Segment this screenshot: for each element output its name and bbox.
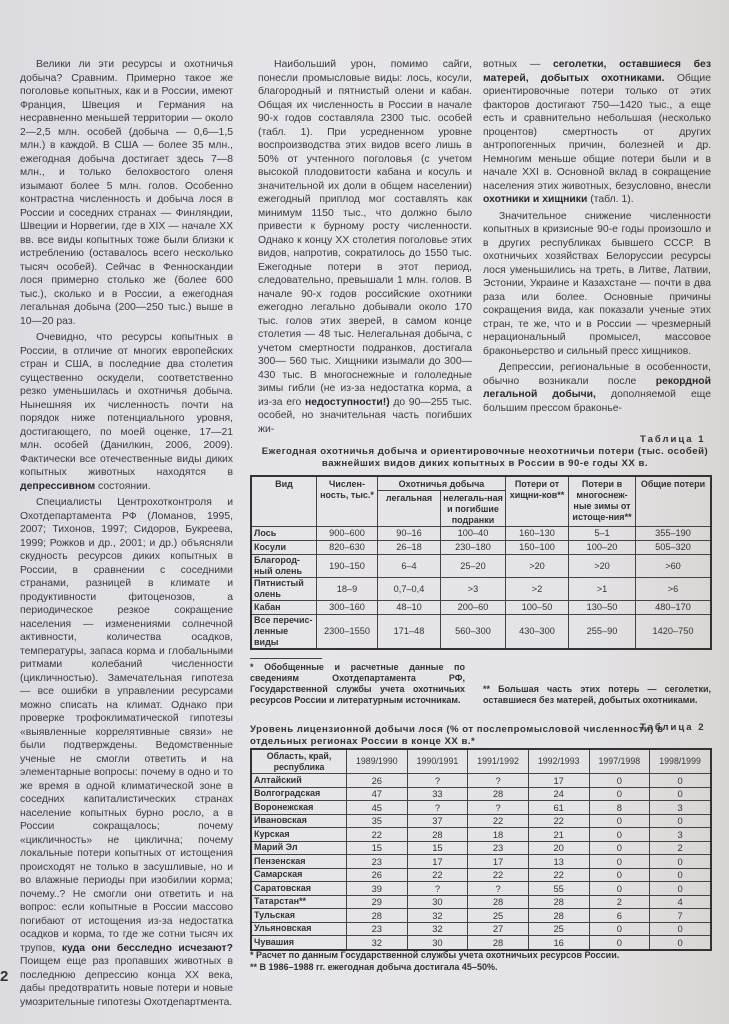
- table2-value-cell: 28: [528, 895, 589, 909]
- table2-value-cell: 0: [589, 787, 650, 801]
- table2-value-cell: 37: [407, 814, 468, 828]
- paragraph-text: (табл. 1).: [590, 194, 634, 205]
- table1-cell-population: 300–160: [317, 601, 378, 615]
- table1-header-winters: Потери в многоснеж-ные зимы от истоще-ния**: [569, 476, 636, 527]
- table2-value-cell: 0: [589, 868, 650, 882]
- table2-value-cell: 47: [347, 787, 408, 801]
- table1-cell-name: Косули: [251, 541, 317, 555]
- table2-value-cell: 30: [407, 936, 468, 950]
- table1-cell-illegal: 200–60: [441, 601, 506, 615]
- table2-value-cell: ?: [407, 801, 468, 815]
- table2-region-cell: Ульяновская: [251, 922, 347, 936]
- table2-header: 1989/1990: [347, 749, 408, 774]
- table2-footnote-1: * Расчет по данным Государственной службы учета охотничьих ресурсов России.: [250, 950, 620, 960]
- table-row: [251, 841, 711, 855]
- table1-cell-legal: 171–48: [378, 615, 441, 650]
- table2-value-cell: ?: [468, 882, 529, 896]
- table1-header-predators: Потери от хищни-ков**: [506, 476, 569, 527]
- table2-value-cell: 32: [407, 922, 468, 936]
- table-row: [251, 787, 711, 801]
- table1-cell-population: 190–150: [317, 555, 378, 578]
- paragraph-text: Общие ориентировочные потери только от этих факторов достигают 750—1420 тыс., а еще есть и сравнительно небольшая (несколько процентов) смертность от других антропогенных причин, болезней и др. Немногим меньше общие потери были и в начале XXI в. Основной вклад в сокращение населения этих животных, безусловно, внесли: [483, 72, 712, 192]
- table2-value-cell: 15: [347, 841, 408, 855]
- table2-value-cell: 0: [589, 855, 650, 869]
- table2-value-cell: ?: [468, 774, 529, 788]
- table2-value-cell: 28: [347, 909, 408, 923]
- table2-value-cell: 0: [589, 814, 650, 828]
- table2-value-cell: 28: [528, 909, 589, 923]
- table1-cell-illegal: 560–300: [441, 615, 506, 650]
- table2-value-cell: 22: [468, 814, 529, 828]
- table2: [250, 748, 712, 951]
- table2-region-cell: Волгоградская: [251, 787, 347, 801]
- table2-value-cell: 0: [589, 828, 650, 842]
- table1-cell-winters: 100–20: [569, 541, 636, 555]
- table2-value-cell: 2: [650, 841, 711, 855]
- table-row: [251, 774, 711, 788]
- table2-value-cell: 45: [347, 801, 408, 815]
- table2-region-cell: Самарская: [251, 868, 347, 882]
- table1-footnote-2: ** Большая часть этих потерь — сеголетки, оставшиеся без матерей, добытых охотниками.: [483, 684, 711, 705]
- table2-value-cell: 0: [589, 882, 650, 896]
- table1-cell-total: >60: [636, 555, 712, 578]
- table2-value-cell: 0: [650, 882, 711, 896]
- table1-cell-legal: 48–10: [378, 601, 441, 615]
- table-row: [251, 828, 711, 842]
- table2-value-cell: 0: [650, 855, 711, 869]
- table2-header: 1991/1992: [468, 749, 529, 774]
- paragraph-text: Депрессии, региональные в особенности, обычно возникали после: [483, 362, 711, 387]
- table1-cell-winters: >20: [569, 555, 636, 578]
- table2-value-cell: 2: [589, 895, 650, 909]
- table1-cell-predators: 100–50: [506, 601, 569, 615]
- table2-value-cell: 17: [528, 774, 589, 788]
- table1-header-legal: легальная: [378, 491, 441, 527]
- table-row: [251, 909, 711, 923]
- paragraph: [258, 58, 472, 436]
- table1-cell-total: 1420–750: [636, 615, 712, 650]
- table2-value-cell: 32: [347, 936, 408, 950]
- table2-region-cell: Ивановская: [251, 814, 347, 828]
- table1-cell-illegal: 25–20: [441, 555, 506, 578]
- table2-header: Область, край, республика: [251, 749, 347, 774]
- table2-value-cell: 29: [347, 895, 408, 909]
- table-row: [251, 895, 711, 909]
- table2-value-cell: 3: [650, 828, 711, 842]
- paragraph-text: Поищем еще раз пропавших животных в последнюю депрессию конца XX века, дабы предотвратить новые потери и новые умозрительные гипотезы Охотдепартмента.: [20, 956, 233, 1008]
- table2-header: 1990/1991: [407, 749, 468, 774]
- table-row: [251, 814, 711, 828]
- table2-caption: Уровень лицензионной добычи лося (% от послепромысловой численности) в отдельных регионах России в конце XX в.*: [250, 724, 664, 747]
- paragraph: [20, 496, 233, 1009]
- table1-cell-population: 2300–1550: [317, 615, 378, 650]
- paragraph-text: вотных —: [483, 59, 541, 70]
- table2-value-cell: 0: [650, 787, 711, 801]
- table1-cell-predators: >2: [506, 578, 569, 601]
- table2-value-cell: 0: [589, 922, 650, 936]
- table1-cell-winters: 130–50: [569, 601, 636, 615]
- table2-value-cell: 28: [468, 895, 529, 909]
- table1-cell-legal: 0,7–0,4: [378, 578, 441, 601]
- table1-label: Таблица 1: [640, 434, 706, 445]
- paragraph-text: состоянии.: [98, 480, 151, 492]
- table2-value-cell: 13: [528, 855, 589, 869]
- table-row: [251, 855, 711, 869]
- table2-value-cell: 35: [347, 814, 408, 828]
- paragraph-text: до 90—255 тыс. особей, но значительная часть погибших жи-: [258, 396, 473, 435]
- table2-region-cell: Марий Эл: [251, 841, 347, 855]
- paragraph-text: Специалисты Центрохотконтроля и Охотдепартамента РФ (Ломанов, 1995, 2007; Тихонов, 1997; Сидоров, Букреева, 1999; Рожков и др., 2001; и др.) объясняли скудность ресурсов диких копытных в России, в сравнении с соседними странами, разницей в климате и продуктивности фитоценозов, а периодическое резкое сокращение населения — изменениями солнечной активности, количества осадков, температуры, запаса корма и глобальными ритмами колебаний численности (цикличностью). Замечательная гипотеза — все ошибки в управлении ресурсами можно списать на климат. Однако при проверке трофоклиматической гипотезы «выявленные коррелятивные связи» не были подтверждены. Ведомственные ученые не смогли ответить и на элементарные вопросы: почему в одно и то же время в одной климатической зоне в соседних капиталистических странах население копытных бурно росло, а в России сокращалось; почему «цикличность» не циклична; почему локальные потери копытных от истощения происходят не только в засушливые, но и во влажные периоды при изобилии корма; почему..? Не смогли они ответить и на вопрос: если копытные в России массово погибают от истощения из-за недостатка осадков и корма, то где же сотни тысяч их трупов,: [20, 497, 233, 954]
- table-row: [251, 541, 711, 555]
- bold-emphasis: рекордной легальной добычи,: [483, 375, 711, 400]
- table1-header-total: Общие потери: [636, 476, 712, 527]
- table2-value-cell: 0: [650, 774, 711, 788]
- table2-region-cell: Саратовская: [251, 882, 347, 896]
- text-column-1: [20, 58, 233, 1009]
- table1-cell-winters: 255–90: [569, 615, 636, 650]
- table2-value-cell: 0: [650, 868, 711, 882]
- table-row: [251, 601, 711, 615]
- footnote-divider: [250, 658, 322, 659]
- table1-cell-total: 480–170: [636, 601, 712, 615]
- table2-value-cell: 16: [528, 936, 589, 950]
- table2-value-cell: 25: [528, 922, 589, 936]
- bold-emphasis: недоступности!): [304, 396, 390, 408]
- table2-region-cell: Татарстан**: [251, 895, 347, 909]
- table1-cell-illegal: 230–180: [441, 541, 506, 555]
- table2-value-cell: 28: [468, 936, 529, 950]
- table2-region-cell: Алтайский: [251, 774, 347, 788]
- text-column-3: [483, 58, 711, 415]
- table2-value-cell: 0: [589, 936, 650, 950]
- table2-value-cell: 20: [528, 841, 589, 855]
- table1-cell-winters: >1: [569, 578, 636, 601]
- table1-header-species: Вид: [251, 476, 317, 527]
- table2-value-cell: 21: [528, 828, 589, 842]
- bold-emphasis: куда они бесследно исчезают?: [61, 942, 233, 954]
- table1-footnote-1: * Обобщенные и расчетные данные по сведениям Охотдепартамента РФ, Государственной службы учета охотничьих ресурсов России и литературным источникам.: [250, 662, 465, 705]
- table2-footnote-2: ** В 1986–1988 гг. ежегодная добыча достигала 45–50%.: [250, 962, 498, 972]
- table1-header-illegal: нелегаль-ная и погибшие подранки: [441, 491, 506, 527]
- paragraph-text: Наибольший урон, помимо сайги, понесли промысловые виды: лось, косули, благородный и пятнистый олени и кабан. Общая их численность в России в начале 90-х годов составляла 2300 тыс. особей (табл. 1). При усредненном уровне воспроизводства этих видов всего лишь в 50% от учтенного поголовья (с учетом высокой плодовитости кабана и косуль и значительной их доли в общем населении) ежегодный приплод мог составлять как минимум 1150 тыс., что должно было привести к бурному росту численности. Однако к концу XX столетия поголовье этих видов, напротив, сократилось до 1550 тыс. Ежегодные потери в этот период, следовательно, превышали 1 млн. голов. В начале 90-х годов российские охотники ежегодно легально добывали около 170 тыс. голов этих зверей, в самом конце столетия — 48 тыс. Нелегальная добыча, с учетом смертности подранков, достигала 300— 560 тыс. Хищники изымали до 300—430 тыс. В многоснежные и гололедные зимы гибли (не из-за недостатка корма, а из-за его: [258, 59, 472, 408]
- paragraph: Значительное снижение численности копытных в кризисные 90-е годы произошло и в других республиках бывшего СССР. В охотничьих хозяйствах Белоруссии ресурсы лося уменьшились на треть, в Литве, Латвии, Эстонии, Украине и Казахстане — почти в два раза или более. Основные причины сокращения вида, как показали ученые этих стран, те же, что и в России — чрезмерный нерациональный промысел, массовое браконьерство и сильный пресс хищников.: [483, 210, 711, 357]
- text-column-2: [258, 58, 472, 436]
- table1-cell-population: 900–600: [317, 527, 378, 541]
- table2-value-cell: 28: [468, 787, 529, 801]
- paragraph-text: Очевидно, что ресурсы копытных в России, в отличие от многих европейских стран и США, в последние два столетия существенно оскудели, соответственно резко уменьшилась и охотничья добыча. Нынешняя их численность почти на порядок ниже потенциального уровня, достигающего, по моей оценке, 17—21 млн. особей (Данилкин, 2006, 2009). Фактически все отечественные виды диких копытных животных находятся в: [20, 332, 233, 478]
- table1-header-population: Числен-ность, тыс.*: [317, 476, 378, 527]
- bold-emphasis: депрессивном: [20, 480, 96, 492]
- table2-region-cell: Тульская: [251, 909, 347, 923]
- table2-value-cell: 30: [407, 895, 468, 909]
- table2-region-cell: Чувашия: [251, 936, 347, 950]
- table-row: [251, 578, 711, 601]
- table1-cell-total: 505–320: [636, 541, 712, 555]
- table1-cell-legal: 26–18: [378, 541, 441, 555]
- table2-header: 1998/1999: [650, 749, 711, 774]
- table1-cell-predators: 160–130: [506, 527, 569, 541]
- paragraph-text: дополняемой еще большим прессом браконье-: [483, 389, 712, 414]
- table2-value-cell: 18: [468, 828, 529, 842]
- table1-header-hunting: Охотничья добыча: [378, 476, 506, 491]
- paragraph: Велики ли эти ресурсы и охотничья добыча? Сравним. Примерно такое же поголовье копытных, как и в России, имеют Франция, Швеция и Германия на несравненно меньшей территории — около 2—2,5 млн. особей (добыча — 0,6—1,5 млн.) в каждой. В США — более 35 млн., ежегодная добыча достигает здесь 7—8 млн., и только белохвостого оленя изымают более 5 млн. голов. Особенно контрастна численность и добыча лося в России и соседних странах — Финляндии, Швеции и Норвегии, где в XIX — начале XX вв. все виды копытных тоже были близки к истреблению (оставалось всего несколько тысяч особей). Сейчас в Фенноскандии лося примерно столько же (более 600 тыс.), сколько и в России, а ежегодная легальная добыча (200—250 тыс.) выше в 10—20 раз.: [20, 59, 233, 327]
- table2-value-cell: 4: [650, 895, 711, 909]
- table2-value-cell: 0: [650, 814, 711, 828]
- table-row: [251, 527, 711, 541]
- table-row: [251, 922, 711, 936]
- table1-cell-population: 18–9: [317, 578, 378, 601]
- table1-cell-predators: >20: [506, 555, 569, 578]
- table2-value-cell: 28: [407, 828, 468, 842]
- table1-cell-total: 355–190: [636, 527, 712, 541]
- table2-value-cell: 0: [650, 936, 711, 950]
- table1-cell-winters: 5–1: [569, 527, 636, 541]
- table2-value-cell: 39: [347, 882, 408, 896]
- table2-value-cell: ?: [468, 801, 529, 815]
- table2-value-cell: 22: [347, 828, 408, 842]
- table2-value-cell: 0: [650, 922, 711, 936]
- table2-value-cell: 55: [528, 882, 589, 896]
- table2-value-cell: 23: [347, 855, 408, 869]
- table2-value-cell: ?: [407, 774, 468, 788]
- bold-emphasis: сеголетки, оставшиеся без матерей, добытых охотниками.: [483, 59, 711, 84]
- table2-value-cell: 17: [407, 855, 468, 869]
- table2-header: 1992/1993: [528, 749, 589, 774]
- table2-value-cell: 22: [528, 868, 589, 882]
- table1-cell-name: Кабан: [251, 601, 317, 615]
- table1-cell-legal: 90–16: [378, 527, 441, 541]
- table-row: [251, 801, 711, 815]
- table2-value-cell: ?: [407, 882, 468, 896]
- table2-value-cell: 24: [528, 787, 589, 801]
- table2-value-cell: 22: [468, 868, 529, 882]
- table-row: [251, 555, 711, 578]
- table2-value-cell: 25: [468, 909, 529, 923]
- table2-value-cell: 23: [347, 922, 408, 936]
- table1-cell-name: Все перечис-ленные виды: [251, 615, 317, 650]
- table2-value-cell: 23: [468, 841, 529, 855]
- table2-value-cell: 3: [650, 801, 711, 815]
- table2-region-cell: Пензенская: [251, 855, 347, 869]
- table2-value-cell: 26: [347, 868, 408, 882]
- paragraph: [20, 331, 233, 493]
- page-number: 2: [0, 968, 9, 985]
- table-row: [251, 615, 711, 650]
- table1-cell-name: Благород-ный олень: [251, 555, 317, 578]
- table1-cell-predators: 430–300: [506, 615, 569, 650]
- table2-value-cell: 0: [589, 841, 650, 855]
- table2-value-cell: 7: [650, 909, 711, 923]
- table1: [250, 475, 712, 650]
- bold-emphasis: охотники и хищники: [483, 194, 588, 205]
- table1-cell-name: Пятнистый олень: [251, 578, 317, 601]
- table2-value-cell: 33: [407, 787, 468, 801]
- table-row: [251, 882, 711, 896]
- table1-cell-predators: 150–100: [506, 541, 569, 555]
- table1-cell-name: Лось: [251, 527, 317, 541]
- table2-value-cell: 0: [589, 774, 650, 788]
- table2-value-cell: 8: [589, 801, 650, 815]
- table1-cell-population: 820–630: [317, 541, 378, 555]
- table2-value-cell: 17: [468, 855, 529, 869]
- table2-region-cell: Курская: [251, 828, 347, 842]
- table2-region-cell: Воронежская: [251, 801, 347, 815]
- paragraph: [483, 58, 711, 207]
- table2-value-cell: 22: [407, 868, 468, 882]
- table2-value-cell: 15: [407, 841, 468, 855]
- table2-value-cell: 61: [528, 801, 589, 815]
- table2-header: 1997/1998: [589, 749, 650, 774]
- table2-value-cell: 27: [468, 922, 529, 936]
- table-row: [251, 936, 711, 950]
- table2-value-cell: 26: [347, 774, 408, 788]
- table2-label: Таблица 2: [640, 722, 706, 733]
- table1-cell-illegal: 100–40: [441, 527, 506, 541]
- table2-value-cell: 22: [528, 814, 589, 828]
- table-row: [251, 868, 711, 882]
- paragraph: [483, 361, 711, 415]
- table1-caption: Ежегодная охотничья добыча и ориентировочные неохотничьи потери (тыс. особей) важнейших видов диких копытных в России в 90-е годы XX в.: [261, 446, 709, 469]
- table1-cell-total: >6: [636, 578, 712, 601]
- table2-value-cell: 6: [589, 909, 650, 923]
- table1-cell-illegal: >3: [441, 578, 506, 601]
- table1-cell-legal: 6–4: [378, 555, 441, 578]
- table2-value-cell: 32: [407, 909, 468, 923]
